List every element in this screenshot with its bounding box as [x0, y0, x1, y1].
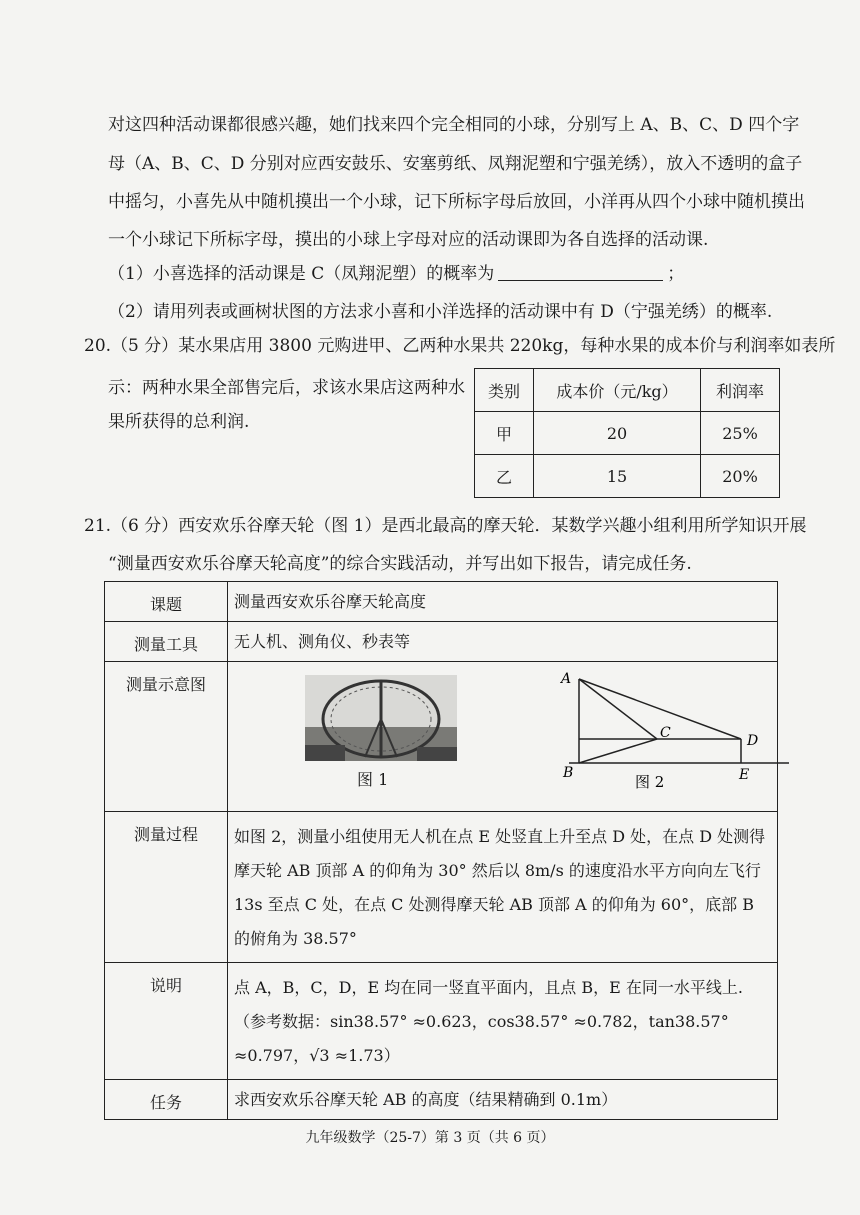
fig2-label-c: C [660, 725, 671, 741]
table-row [105, 582, 778, 622]
q19-part-1-text: （1）小喜选择的活动课是 C（凤翔泥塑）的概率为 [108, 264, 495, 284]
table-row [475, 455, 780, 498]
diagram-cell [228, 662, 778, 812]
intro-line-1: 对这四种活动课都很感兴趣，她们找来四个完全相同的小球，分别写上 A、B、C、D 四个字 [108, 115, 800, 135]
q20-line-2: 示：两种水果全部售完后，求该水果店这两种水 [108, 378, 465, 398]
q19-part-1 [108, 262, 778, 286]
task-label: 任务 [105, 1080, 228, 1120]
topic-value: 测量西安欢乐谷摩天轮高度 [228, 582, 778, 622]
header-profit-rate: 利润率 [701, 369, 780, 412]
table-row [105, 1080, 778, 1120]
fig2-label-d: D [747, 733, 759, 749]
intro-line-4: 一个小球记下所标字母，摸出的小球上字母对应的活动课即为各自选择的活动课. [108, 230, 709, 250]
intro-line-3: 中摇匀，小喜先从中随机摸出一个小球，记下所标字母后放回，小洋再从四个小球中随机摸出 [108, 192, 805, 212]
cell: 乙 [475, 455, 534, 498]
geometry-figure [559, 663, 799, 791]
fig2-label-b: B [563, 765, 574, 781]
header-cost: 成本价（元/kg） [534, 369, 701, 412]
cell: 20% [701, 455, 780, 498]
q20-line-1: 20.（5 分）某水果店用 3800 元购进甲、乙两种水果共 220kg，每种水果的成本价与利润率如表所 [84, 336, 836, 356]
q19-part-1-end: ； [667, 264, 685, 284]
note-label: 说明 [105, 963, 228, 1080]
process-value: 如图 2，测量小组使用无人机在点 E 处竖直上升至点 D 处，在点 D 处测得摩天轮 AB 顶部 A 的仰角为 30° 然后以 8m/s 的速度沿水平方向向左飞行 13s 至点 C 处，在点 C 处测得摩天轮 AB 顶部 A 的仰角为 60°，底部 B 的俯角为 38.57° [228, 812, 778, 963]
ferris-wheel-photo [305, 675, 457, 761]
q21-line-1: 21.（6 分）西安欢乐谷摩天轮（图 1）是西北最高的摩天轮．某数学兴趣小组利用所学知识开展 [84, 516, 807, 536]
fig2-label-a: A [561, 671, 572, 687]
answer-blank[interactable] [498, 264, 663, 281]
diagram-label: 测量示意图 [105, 662, 228, 812]
page-footer: 九年级数学（25-7）第 3 页（共 6 页） [305, 1130, 555, 1146]
cell: 25% [701, 412, 780, 455]
q20-line-3: 果所获得的总利润. [108, 412, 250, 432]
table-row [105, 963, 778, 1080]
q19-part-2: （2）请用列表或画树状图的方法求小喜和小洋选择的活动课中有 D（宁强羌绣）的概率. [108, 302, 773, 322]
cell: 甲 [475, 412, 534, 455]
cell: 20 [534, 412, 701, 455]
tools-label: 测量工具 [105, 622, 228, 662]
fig1-caption: 图 1 [357, 770, 389, 789]
table-row [105, 812, 778, 963]
intro-line-2: 母（A、B、C、D 分别对应西安鼓乐、安塞剪纸、凤翔泥塑和宁强羌绣），放入不透明的盒子 [108, 154, 803, 174]
tools-value: 无人机、测角仪、秒表等 [228, 622, 778, 662]
topic-label: 课题 [105, 582, 228, 622]
cell: 15 [534, 455, 701, 498]
note-value: 点 A，B，C，D，E 均在同一竖直平面内，且点 B，E 在同一水平线上.（参考数据：sin38.57° ≈0.623，cos38.57° ≈0.782，tan38.57° ≈0.797，√3 ≈1.73） [228, 963, 778, 1080]
table-row [475, 369, 780, 412]
process-label: 测量过程 [105, 812, 228, 963]
table-row [105, 662, 778, 812]
q21-line-2: “测量西安欢乐谷摩天轮高度”的综合实践活动，并写出如下报告，请完成任务. [108, 554, 692, 574]
header-category: 类别 [475, 369, 534, 412]
fig2-caption: 图 2 [635, 773, 665, 791]
fruit-table [474, 368, 780, 498]
fig2-label-e: E [739, 767, 750, 783]
report-table [104, 581, 778, 1120]
table-row [475, 412, 780, 455]
task-value: 求西安欢乐谷摩天轮 AB 的高度（结果精确到 0.1m） [228, 1080, 778, 1120]
table-row [105, 622, 778, 662]
